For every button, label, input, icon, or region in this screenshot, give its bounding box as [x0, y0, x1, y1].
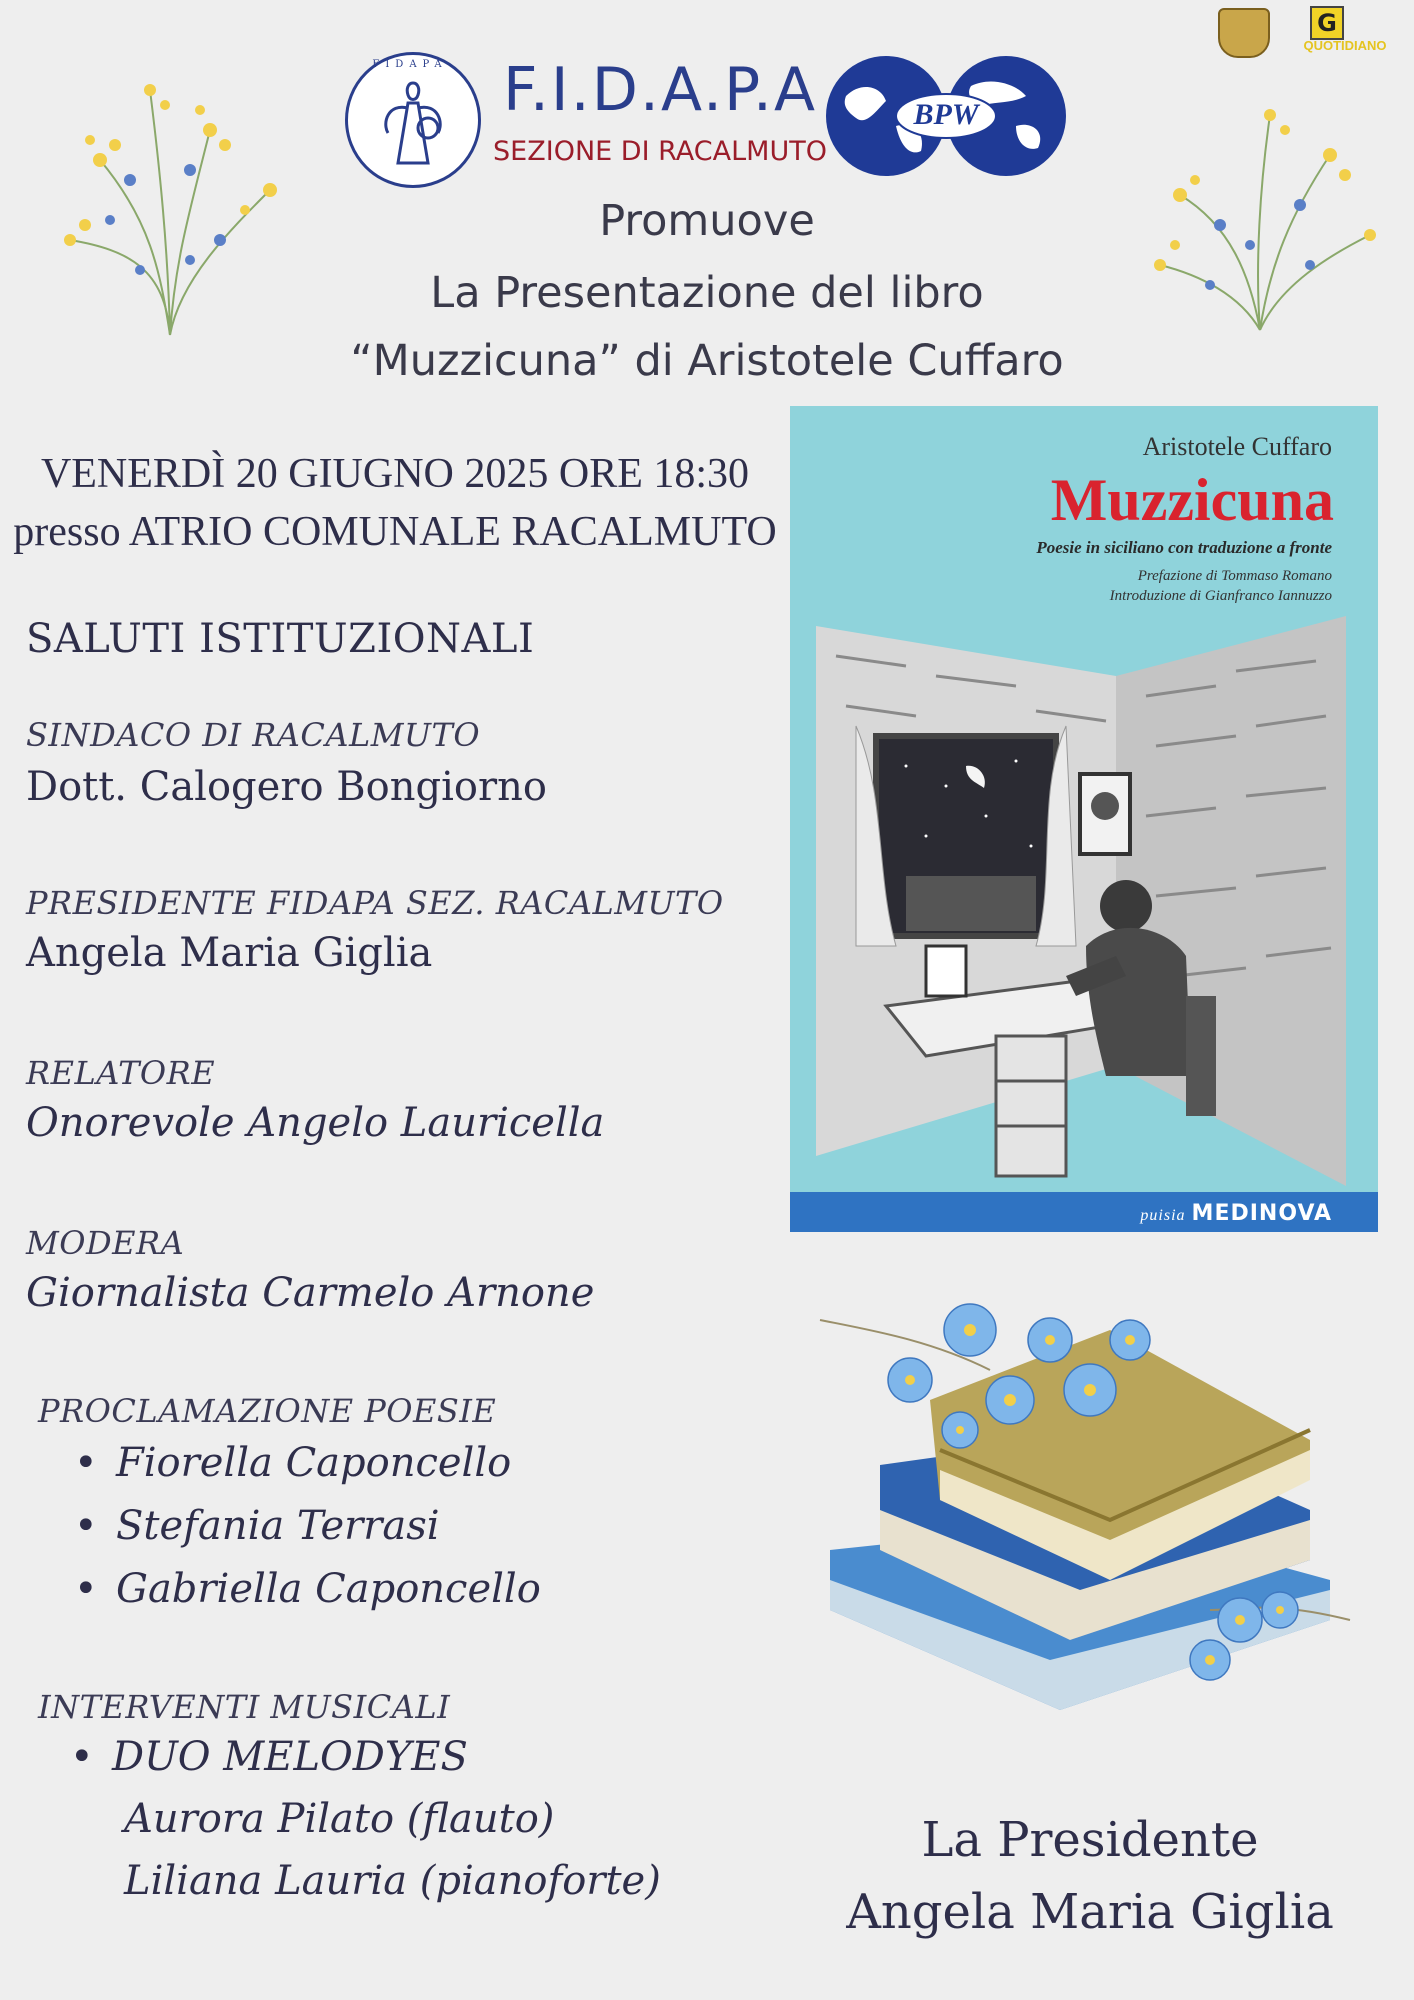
moderator-name: Giornalista Carmelo Arnone [26, 1270, 595, 1316]
cover-subtitle: Poesie in siciliano con traduzione a fronte [1036, 538, 1332, 557]
crest-icon [1218, 8, 1270, 58]
cover-preface: Prefazione di Tommaso Romano [1137, 568, 1332, 584]
books-flowers-illustration [810, 1280, 1360, 1740]
president-role: PRESIDENTE FIDAPA SEZ. RACALMUTO [26, 884, 724, 922]
g-logo-icon: G [1310, 6, 1344, 40]
musician-2: Liliana Lauria (pianoforte) [124, 1858, 661, 1904]
cover-title: Muzzicuna [1050, 467, 1334, 533]
signature-name: Angela Maria Giglia [846, 1884, 1334, 1940]
org-section: SEZIONE DI RACALMUTO [493, 136, 827, 167]
cover-introduction: Introduzione di Gianfranco Iannuzzo [1109, 588, 1332, 604]
speaker-name: Onorevole Angelo Lauricella [26, 1100, 605, 1146]
cover-series: puisia [1140, 1207, 1186, 1224]
corner-label: QUOTIDIANO [1303, 38, 1387, 53]
poetry-reader-1: • Fiorella Caponcello [116, 1440, 511, 1486]
moderator-role: MODERA [26, 1224, 185, 1262]
event-date: VENERDÌ 20 GIUGNO 2025 ORE 18:30 [40, 451, 750, 497]
poetry-role: PROCLAMAZIONE POESIE [38, 1392, 497, 1430]
promo-line-3: “Muzzicuna” di Aristotele Cuffaro [350, 336, 1064, 386]
section-greetings: SALUTI ISTITUZIONALI [26, 616, 535, 662]
music-group: • DUO MELODYES [112, 1734, 468, 1780]
fidapa-logo [345, 52, 481, 188]
musician-1: Aurora Pilato (flauto) [124, 1796, 555, 1842]
corner-watermark [1218, 6, 1408, 56]
book-cover [790, 406, 1378, 1232]
event-place: presso ATRIO COMUNALE RACALMUTO [13, 509, 777, 555]
promo-line-2: La Presentazione del libro [430, 268, 984, 318]
poetry-reader-2: • Stefania Terrasi [116, 1503, 440, 1549]
promo-line-1: Promuove [599, 196, 815, 246]
mayor-name: Dott. Calogero Bongiorno [26, 764, 547, 810]
fidapa-logo-text: FIDAPA [372, 59, 448, 70]
music-role: INTERVENTI MUSICALI [38, 1688, 451, 1726]
bpw-logo-text: BPW [913, 98, 979, 131]
president-name: Angela Maria Giglia [26, 930, 433, 976]
mayor-role: SINDACO DI RACALMUTO [26, 716, 481, 754]
signature-title: La Presidente [921, 1812, 1259, 1868]
cover-publisher-name: MEDINOVA [1191, 1201, 1332, 1226]
cover-illustration [816, 616, 1356, 1186]
org-name: F.I.D.A.P.A [502, 55, 817, 125]
angel-emblem-icon [378, 73, 448, 168]
poetry-reader-3: • Gabriella Caponcello [116, 1566, 541, 1612]
cover-author: Aristotele Cuffaro [1142, 432, 1332, 461]
bpw-logo [826, 56, 1066, 178]
cover-credits [1110, 566, 1332, 606]
cover-publisher [1140, 1201, 1332, 1226]
speaker-role: RELATORE [26, 1054, 216, 1092]
